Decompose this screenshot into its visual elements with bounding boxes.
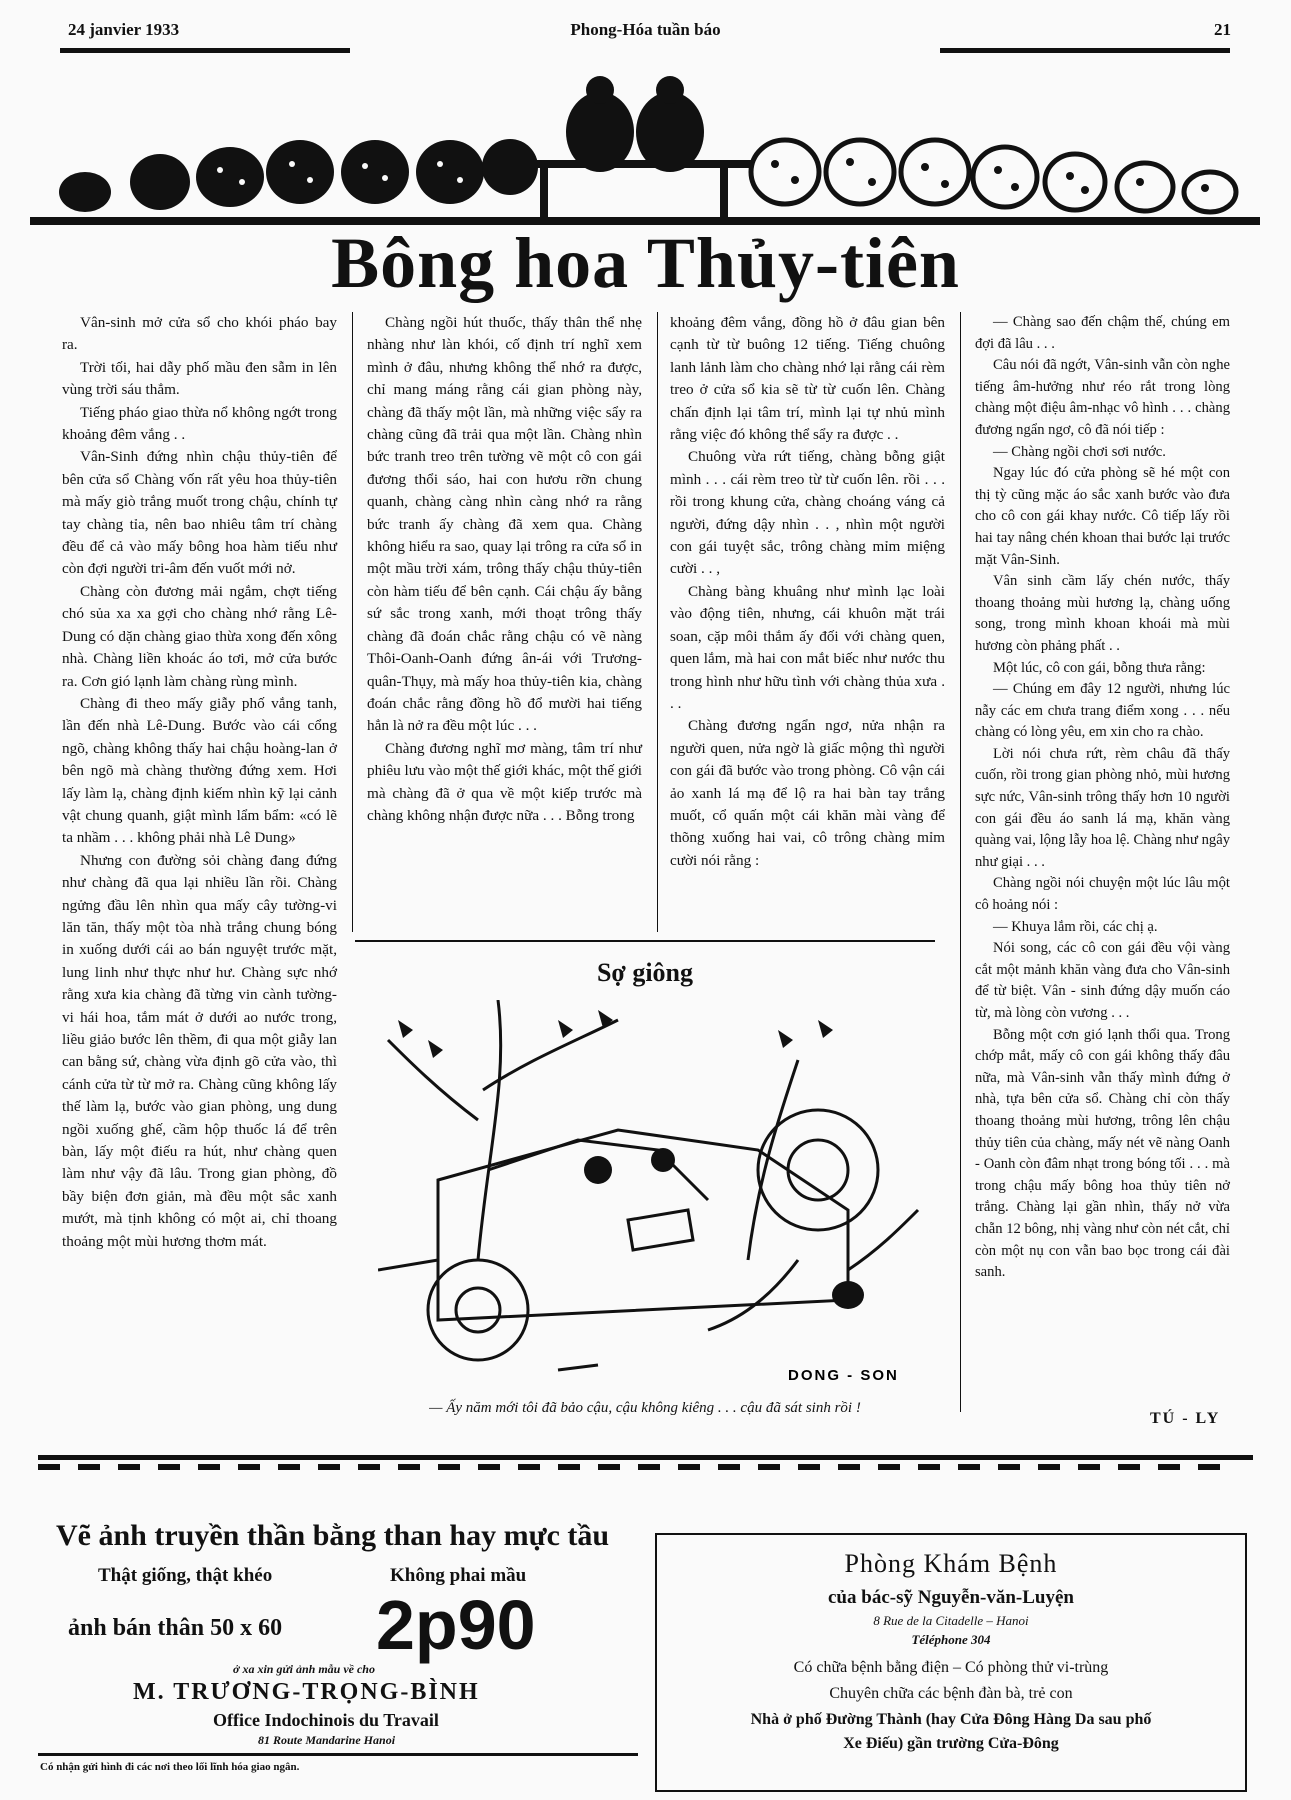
ad-headline: Vẽ ảnh truyền thần bằng than hay mực tầu (56, 1519, 610, 1552)
paragraph: Câu nói đã ngớt, Vân-sinh vẫn còn nghe tiếng âm-hưởng như réo rắt trong lòng chàng một điệu âm-nhạc vô hình . . . chàng đương ngẩn ngơ, cô đã nói tiếp : (975, 357, 1230, 438)
cartoon-title: Sợ giông (596, 958, 694, 987)
cartoon-illustration (378, 1000, 933, 1385)
ad-office: Office Indochinois du Travail (213, 1710, 439, 1730)
clinic-line: Nhà ở phố Đường Thành (hay Cửa Đông Hàng Da sau phố (750, 1711, 1152, 1728)
column-divider (352, 312, 353, 932)
cartoon-top-rule (355, 940, 935, 942)
paragraph: Vân-Sinh đứng nhìn chậu thủy-tiên để bên cửa sổ Chàng vốn rất yêu hoa thủy-tiên mà mấy giò trắng muốt trong chậu, chính tự tay chàng tỉa, nên bao nhiêu tâm trí chàng đều để cả vào mấy bông hoa hàm tiếu như còn đợi người tri-âm đến vuốt mới nở. (62, 448, 337, 578)
paragraph: Chàng ngồi nói chuyện một lúc lâu một cô hoảng nói : (975, 875, 1230, 914)
publication-name: Phong-Hóa tuần báo (570, 20, 721, 39)
paragraph: Vân-sinh mở cửa sổ cho khói pháo bay ra. (62, 314, 337, 354)
section-separator (38, 1455, 1253, 1473)
paragraph: Chàng đương ngẩn ngơ, nửa nhận ra người quen, nửa ngờ là giấc mộng thì người con gái đã bước vào trong phòng. Cô vận cái ảo xanh lá mạ để lộ ra hai bàn tay trắng muốt, cổ quấn một cái khăn mài vàng để thõng xuống hai vai, cô trông chàng mỉm cười nói rằng : (670, 717, 945, 869)
cartoon-caption: — Ấy năm mới tôi đã bảo cậu, cậu không kiêng . . . cậu đã sát sinh rồi ! (429, 1400, 861, 1416)
column-divider (960, 312, 961, 1412)
paragraph: Trời tối, hai dẫy phố mầu đen sẫm in lên vùng trời sáu thẳm. (62, 358, 337, 399)
paragraph: Nhưng con đường sỏi chàng đang đứng như chàng đã qua lại nhiều lần rồi. Chàng ngửng đầu lên nhìn qua mấy cây tường-vi lăn tăn, thấy một tòa nhà trắng chung bóng in xuống dưới cái ao bán nguyệt trước mặt, lung linh như thực như hư. Chàng sực nhớ rằng xưa kia chàng đã từng vin cành tường-vi hái hoa, tắm mát ở dưới ao nước trong, liều giảo bước lên thềm, đi qua một giẫy lan can bằng sứ, chàng vừa định gõ cửa vào, thì cánh cửa từ từ mở ra. Chàng cũng không lấy thế làm lạ, bước vào gian phòng, ung dung ngồi xuống ghế, cầm hộp thuốc lá để trên bàn, lấy một điếu ra hút, như chàng quen làm như vậy đã lâu. Trong gian phòng, đồ bầy biện đơn giản, mà đều một sắc xanh mướt, mà tịnh không có một ai, chỉ thoang thoảng một mùi hương thơm mát. (62, 851, 337, 1250)
header-rule (60, 48, 350, 53)
ad-line: Thật giống, thật khéo (98, 1565, 273, 1586)
ad-line: Không phai mầu (390, 1565, 527, 1586)
cartoon-artist: DONG - SON (788, 1367, 899, 1384)
ad-price: 2p90 (376, 1586, 536, 1664)
article-title: Bông hoa Thủy-tiên (331, 223, 960, 303)
paragraph: Lời nói chưa rứt, rèm châu đã thấy cuốn, rồi trong gian phòng nhỏ, mùi hương sực nức, Vân-sinh trông thấy hơn 10 người con gái đều áo sanh lá mạ, khăn vàng quàng vai, lộng lẫy hoa lệ. Chàng như ngây như giại . . . (975, 745, 1230, 870)
page-header (60, 14, 1231, 38)
clinic-phone: Téléphone 304 (911, 1632, 991, 1647)
ad-line: ảnh bán thân 50 x 60 (68, 1615, 283, 1641)
ad-footer: Có nhận gửi hình đi các nơi theo lối lĩnh hóa giao ngân. (40, 1761, 300, 1773)
ad-line: ở xa xin gửi ảnh mẫu về cho (233, 1662, 375, 1676)
article-column-3 (670, 312, 945, 872)
paragraph: — Chàng ngồi chơi sơi nước. (993, 443, 1166, 460)
banner-illustration (30, 72, 1260, 232)
paragraph: Một lúc, cô con gái, bỗng thưa rằng: (993, 659, 1206, 676)
paragraph: Chàng đi theo mấy giẫy phố vắng tanh, lần đến nhà Lê-Dung. Bước vào cái cổng ngõ, chàng không thấy hai chậu hoàng-lan ở bên ngõ mà chàng thường đứng xem. Hơi lấy làm lạ, chàng định kiếm nhìn kỹ lại cảnh vật chung quanh, giật mình lẩm bẩm: «có lẽ ta nhầm . . . không phải nhà Lê Dung» (62, 694, 337, 847)
clinic-line: Xe Điếu) gần trường Cửa-Đông (843, 1735, 1059, 1752)
header-rule-right (940, 48, 1230, 53)
paragraph: khoảng đêm vắng, đồng hồ ở đâu gian bên cạnh từ từ buông 12 tiếng. Tiếng chuông lanh lảnh làm cho chàng nhớ lại rằng cái rèm treo ở cửa sổ kia sẽ từ từ cuốn lên. Chàng chấn định lại tâm trí, mình lại tự nhủ mình rằng việc đó không thể sẩy ra được . . (670, 314, 945, 444)
paragraph: Ngay lúc đó cửa phòng sẽ hé một con thị tỳ cũng mặc áo sắc xanh bước vào đưa cho cô con gái khay nước. Cô tiếp lấy rồi hai tay nâng chén khoan thai bước lại trước mặt Vân-Sinh. (975, 465, 1230, 568)
paragraph: — Chúng em đây 12 người, nhưng lúc nẫy các em chưa trang điểm xong . . . nếu chàng có lòng yêu, em xin cho ra chào. (975, 681, 1230, 741)
article-column-2 (367, 312, 642, 827)
paragraph: Chàng còn đương mải ngắm, chợt tiếng chó sủa xa xa gợi cho chàng nhớ rằng Lê-Dung có dặn chàng giao thừa xong đến xông nhà. Chàng liền khoác áo tơi, mở cửa bước ra. Cơn gió lạnh làm chàng rùng mình. (62, 582, 337, 690)
ad-rule (38, 1753, 638, 1756)
page-number: 21 (1214, 20, 1231, 39)
clinic-line: Chuyên chữa các bệnh đàn bà, trẻ con (829, 1685, 1073, 1702)
paragraph: Vân sinh cầm lấy chén nước, thấy thoang thoảng mùi hương lạ, chàng uống song, trong mình khoan khoái mà mùi hương còn phảng phất . . (975, 573, 1230, 654)
ad-name: M. TRƯƠNG-TRỌNG-BÌNH (133, 1679, 480, 1705)
portrait-advertisement (38, 1505, 638, 1785)
ad-address: 81 Route Mandarine Hanoi (258, 1733, 396, 1747)
column-divider (657, 312, 658, 932)
clinic-advertisement (655, 1533, 1247, 1792)
article-column-4 (975, 312, 1230, 1284)
paragraph: Bỗng một cơn gió lạnh thổi qua. Trong chớp mắt, mấy cô con gái không thấy đâu nữa, mà Vân-sinh vẫn thấy mình đứng ở nhà, tựa bên cửa sổ. Chàng chỉ còn thấy thoang thoảng mùi hương, trông lên chậu thủy tiên của chàng, mấy nét vẽ nàng Oanh - Oanh còn đâm nhạt trong bóng tối . . . mà trong chậu mấy bông hoa thủy tiên nở trắng. Chàng lại gần nhìn, thấy nở vừa chẵn 12 bông, nhị vàng như còn nét cắt, chỉ còn một nụ con vẫn bao bọc trong cái đài sanh. (975, 1026, 1230, 1281)
author-signature: TÚ - LY (1150, 1410, 1221, 1427)
paragraph: Chàng bàng khuâng như mình lạc loài vào động tiên, nhưng, cái khuôn mặt trái soan, cặp môi thắm ấy đối với chàng quen, quen lắm, mà hai con mắt biếc như nước thu trong hình như hữu tình với chàng thủa xưa . . . (670, 582, 945, 712)
paragraph: Chuông vừa rứt tiếng, chàng bỗng giật mình . . . cái rèm treo từ từ cuốn lên. rồi . . . rồi trong khung cửa, chàng choáng váng cả người, đứng dậy nhìn . . , nhìn một người con gái tuyệt sắc, trông chàng mỉm miệng cười . . , (670, 448, 945, 578)
article-column-1 (62, 312, 337, 1253)
paragraph: Chàng đương nghĩ mơ màng, tâm trí như phiêu lưu vào một thế giới khác, một thế giới mà chàng đã ở qua về một kiếp trước mà chàng không nhận được nữa . . . Bỗng trong (367, 739, 642, 824)
clinic-doctor: của bác-sỹ Nguyễn-văn-Luyện (828, 1587, 1074, 1608)
paragraph: — Khuya lắm rồi, các chị ạ. (993, 918, 1158, 935)
issue-date: 24 janvier 1933 (68, 20, 180, 39)
clinic-title: Phòng Khám Bệnh (844, 1549, 1058, 1578)
paragraph: — Chàng sao đến chậm thế, chúng em đợi đã lâu . . . (975, 314, 1230, 352)
paragraph: Nói song, các cô con gái đều vội vàng cắt một mảnh khăn vàng đưa cho Vân-sinh để từ biệt. Vân - sinh đứng dậy muốn cáo từ, mà lòng còn vương . . . (975, 940, 1230, 1021)
paragraph: Chàng ngồi hút thuốc, thấy thân thể nhẹ nhàng như làn khói, cố định trí nghĩ xem mình ở đâu, nhưng không thể nhớ ra được, chỉ mang máng rằng cái gian phòng này, chàng đã thấy một lần, mà những việc sẩy ra chàng cũng đã trải qua một lần. Chàng nhìn bức tranh treo trên tường vẽ một cô con gái đương thổi sáo, hai con hươu rỡn chung quanh, chàng càng nhìn càng nhớ ra rằng bức tranh ấy chàng đã xem qua. Chàng không hiểu ra sao, quay lại trông ra cửa sổ in một mầu trời xám, trông thấy chậu thủy-tiên còn hàm tiếu để bên cạnh. Cái chậu ấy bằng sứ sắc trong xanh, mới thoạt trông thấy chàng đã đoán chắc rằng chậu có vẽ nàng Thôi-Oanh-Oanh đứng ân-ái với Trương-quân-Thụy, mà mấy hoa thủy-tiên kia, chàng đoán chắc rằng đồng hồ đổ mười hai tiếng hẳn là nở ra đều một lúc . . . (367, 314, 642, 735)
clinic-line: Có chữa bệnh bằng điện – Có phòng thử vi-trùng (793, 1659, 1109, 1676)
paragraph: Tiếng pháo giao thừa nổ không ngớt trong khoảng đêm vắng . . (62, 403, 337, 444)
clinic-address: 8 Rue de la Citadelle – Hanoi (873, 1613, 1029, 1628)
